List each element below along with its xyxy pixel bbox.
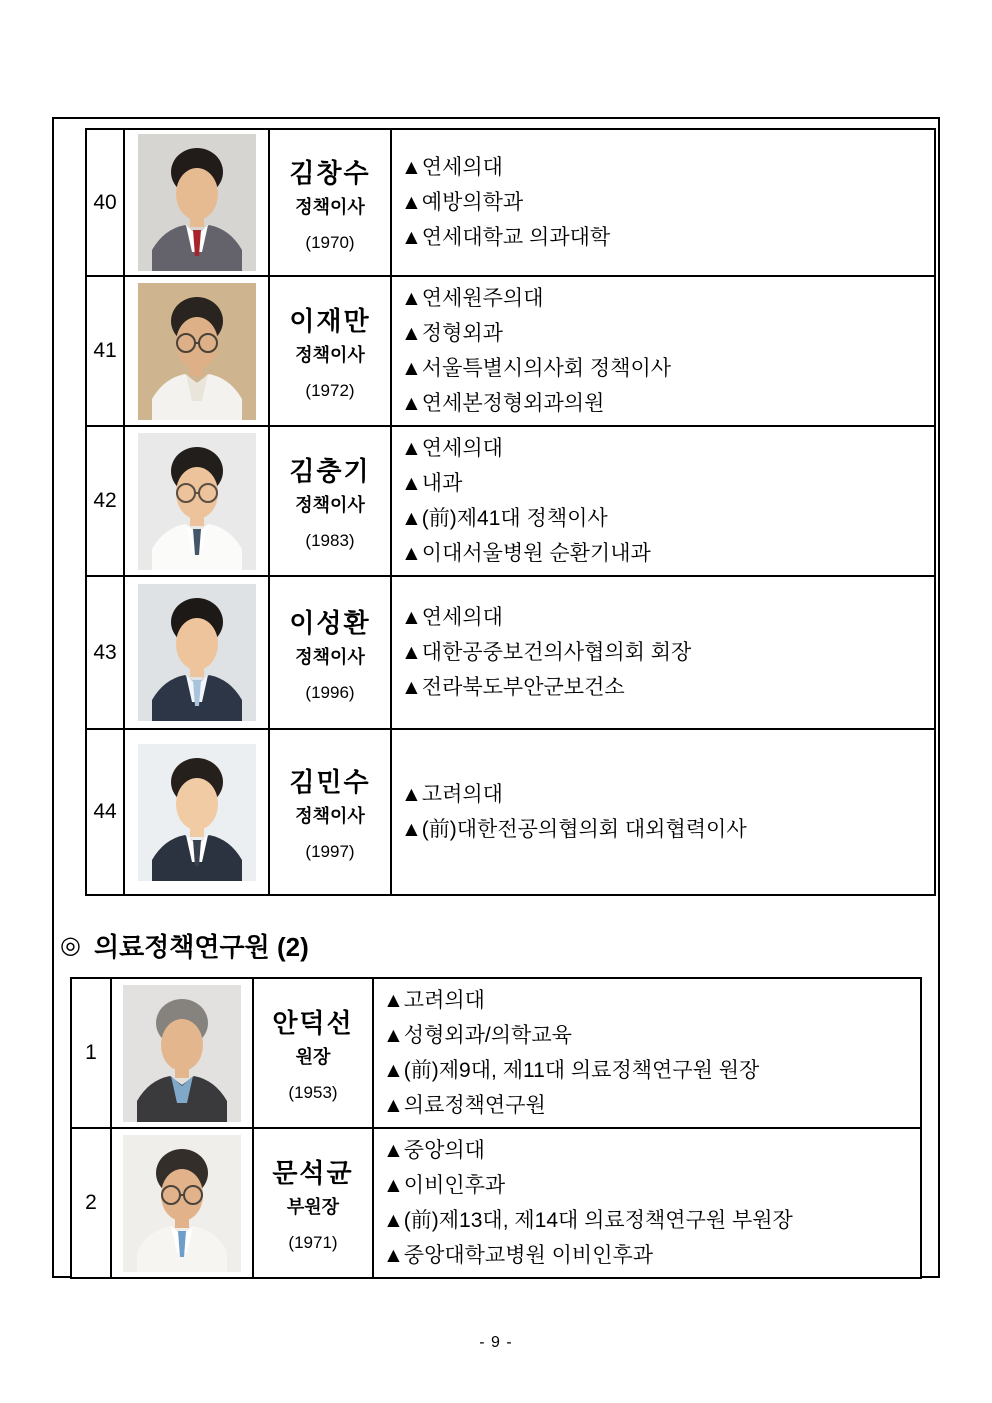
credential-line: ▲중앙의대 <box>383 1139 485 1162</box>
board-members-table <box>85 128 936 896</box>
credentials-cell <box>391 129 935 276</box>
portrait-photo <box>138 134 256 271</box>
section-heading-text: 의료정책연구원 (2) <box>93 932 309 962</box>
person-title: 정책이사 <box>295 345 365 365</box>
name-cell <box>269 129 391 276</box>
photo-cell <box>124 729 269 895</box>
photo-cell <box>124 129 269 276</box>
credential-line: ▲대한공중보건의사협의회 회장 <box>401 641 692 664</box>
name-cell <box>253 978 373 1128</box>
credentials-cell <box>391 276 935 426</box>
credential-line: ▲고려의대 <box>383 989 485 1012</box>
credential-line: ▲의료정책연구원 <box>383 1094 546 1117</box>
credential-line: ▲이비인후과 <box>383 1174 506 1197</box>
person-birth-year: (1972) <box>305 381 355 400</box>
credential-line: ▲(前)대한전공의협의회 대외협력이사 <box>401 818 747 841</box>
credential-line: ▲정형외과 <box>401 322 503 345</box>
credential-line: ▲연세원주의대 <box>401 287 544 310</box>
table-row <box>71 978 921 1128</box>
person-name: 이성환 <box>289 607 371 638</box>
table-row <box>71 1128 921 1278</box>
person-title: 정책이사 <box>295 196 365 217</box>
section-heading <box>60 927 309 964</box>
row-number: 40 <box>86 129 124 276</box>
credential-line: ▲연세의대 <box>401 156 503 179</box>
portrait-photo <box>138 744 256 881</box>
credential-line: ▲중앙대학교병원 이비인후과 <box>383 1244 654 1267</box>
credential-line: ▲연세의대 <box>401 437 503 460</box>
credential-line: ▲고려의대 <box>401 783 503 806</box>
row-number: 43 <box>86 576 124 729</box>
page-number: - 9 - <box>479 1334 513 1351</box>
credential-line: ▲성형외과/의학교육 <box>383 1024 572 1047</box>
person-title: 정책이사 <box>295 495 365 515</box>
table-row <box>86 729 935 895</box>
name-cell <box>269 426 391 576</box>
person-name: 이재만 <box>289 306 371 336</box>
row-number: 44 <box>86 729 124 895</box>
person-name: 김창수 <box>289 157 371 188</box>
person-title: 부원장 <box>286 1197 340 1217</box>
photo-cell <box>111 1128 253 1278</box>
credential-line: ▲연세의대 <box>401 606 503 629</box>
photo-cell <box>111 978 253 1128</box>
name-cell <box>269 576 391 729</box>
credential-line: ▲(前)제13대, 제14대 의료정책연구원 부원장 <box>383 1209 793 1232</box>
credential-line: ▲(前)제41대 정책이사 <box>401 507 608 530</box>
photo-cell <box>124 576 269 729</box>
person-name: 김민수 <box>289 767 371 797</box>
credentials-cell <box>391 729 935 895</box>
person-birth-year: (1983) <box>305 531 355 550</box>
portrait-photo <box>123 1135 241 1272</box>
person-birth-year: (1953) <box>288 1083 338 1102</box>
person-name: 문석균 <box>272 1158 354 1188</box>
credential-line: ▲예방의학과 <box>401 191 524 214</box>
person-name: 안덕선 <box>272 1008 354 1038</box>
credentials-cell <box>373 978 921 1128</box>
credentials-cell <box>391 576 935 729</box>
name-cell <box>269 276 391 426</box>
row-number: 1 <box>71 978 111 1128</box>
double-circle-icon: ◎ <box>60 932 81 959</box>
credential-line: ▲내과 <box>401 472 463 495</box>
table-row <box>86 276 935 426</box>
photo-cell <box>124 426 269 576</box>
credential-line: ▲서울특별시의사회 정책이사 <box>401 357 672 380</box>
table-row <box>86 576 935 729</box>
row-number: 41 <box>86 276 124 426</box>
person-birth-year: (1997) <box>305 842 355 861</box>
row-number: 2 <box>71 1128 111 1278</box>
table-row <box>86 426 935 576</box>
person-name: 김충기 <box>289 456 371 486</box>
credentials-cell <box>391 426 935 576</box>
institute-table <box>70 977 922 1279</box>
credential-line: ▲전라북도부안군보건소 <box>401 676 625 699</box>
person-title: 정책이사 <box>295 806 365 826</box>
photo-cell <box>124 276 269 426</box>
credential-line: ▲연세본정형외과의원 <box>401 392 605 415</box>
name-cell <box>269 729 391 895</box>
person-birth-year: (1970) <box>305 232 355 252</box>
credential-line: ▲(前)제9대, 제11대 의료정책연구원 원장 <box>383 1059 760 1082</box>
person-title: 원장 <box>295 1047 331 1067</box>
credential-line: ▲연세대학교 의과대학 <box>401 226 611 249</box>
person-birth-year: (1971) <box>288 1233 338 1252</box>
portrait-photo <box>138 433 256 570</box>
table-row <box>86 129 935 276</box>
credential-line: ▲이대서울병원 순환기내과 <box>401 542 651 565</box>
portrait-photo <box>138 283 256 420</box>
portrait-photo <box>138 584 256 721</box>
person-birth-year: (1996) <box>305 682 355 702</box>
portrait-photo <box>123 985 241 1122</box>
credentials-cell <box>373 1128 921 1278</box>
row-number: 42 <box>86 426 124 576</box>
person-title: 정책이사 <box>295 646 365 667</box>
name-cell <box>253 1128 373 1278</box>
